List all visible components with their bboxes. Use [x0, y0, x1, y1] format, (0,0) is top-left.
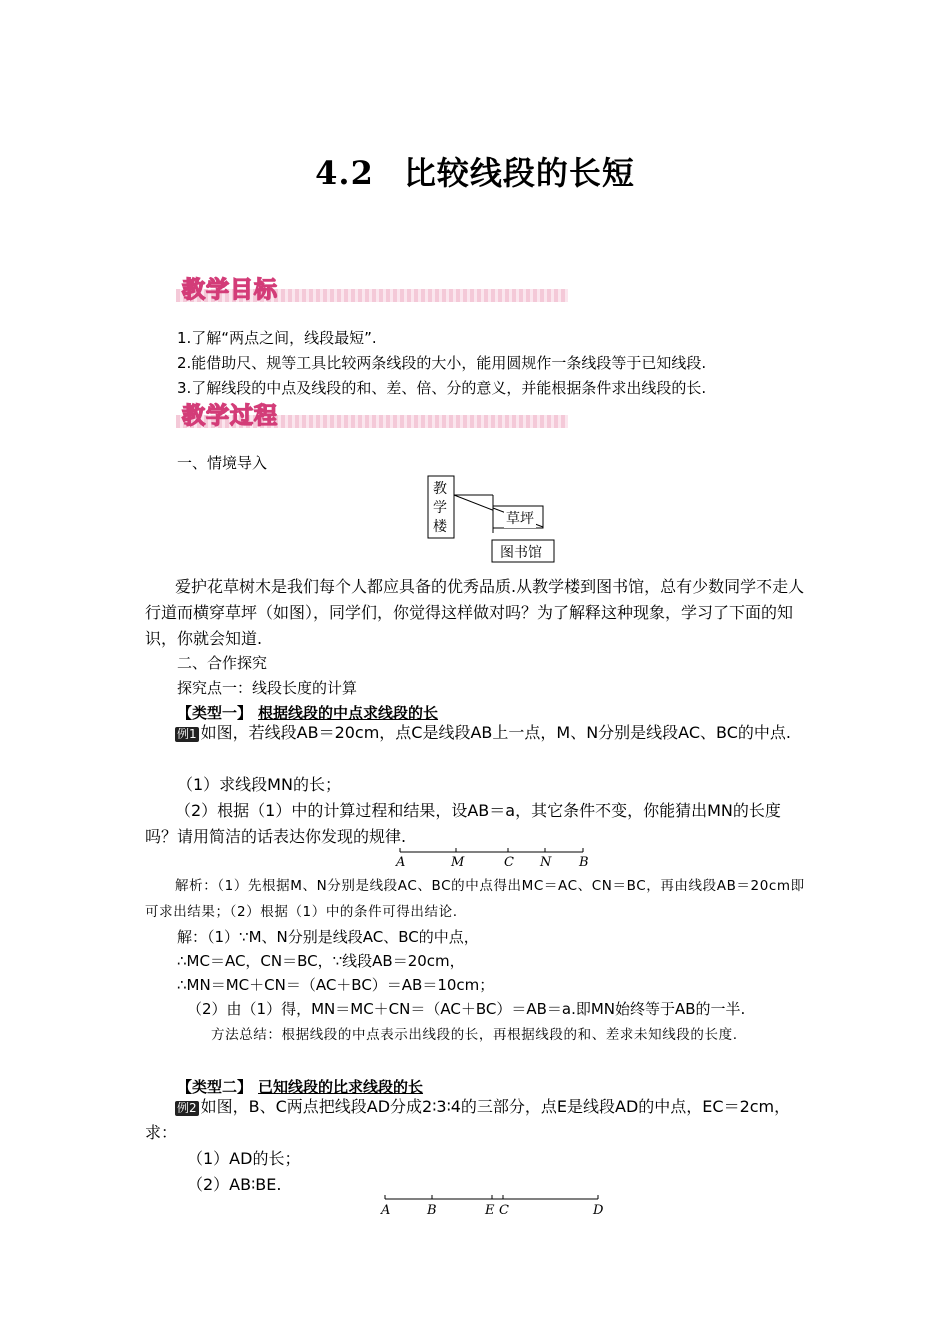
section-heading: 二、合作探究	[177, 654, 268, 672]
example-badge: 例2	[177, 1101, 197, 1115]
point-label: D	[593, 1203, 604, 1218]
question-2: （2）AB∶BE.	[187, 1175, 282, 1194]
type-tag: 【类型一】	[177, 704, 253, 722]
building-char: 学	[433, 500, 447, 516]
point-label: N	[540, 855, 552, 870]
segment-figure-1	[390, 844, 595, 872]
path-shortcut-line	[454, 495, 495, 511]
analysis: 解析：（1）先根据M、N分别是线段AC、BC的中点得出MC＝AC、CN＝BC，再由线段AB＝20cm即可求出结果；（2）根据（1）中的条件可得出结论.	[145, 878, 805, 920]
library-label: 图书馆	[500, 545, 542, 561]
example-1-stem	[145, 720, 807, 746]
grass-label: 草坪	[504, 508, 536, 528]
intro-paragraph: 爱护花草树木是我们每个人都应具备的优秀品质.从教学楼到图书馆，总有少数同学不走人行道而横穿草坪（如图），同学们，你觉得这样做对吗？为了解释这种现象，学习了下面的知识，你就会知道.	[145, 577, 805, 648]
question-1: （1）AD的长；	[187, 1149, 301, 1168]
solution-line: ∴MN＝MC＋CN＝（AC＋BC）＝AB＝10cm；	[177, 976, 495, 994]
type-title: 已知线段的比求线段的长	[258, 1078, 424, 1096]
point-label: A	[381, 1203, 391, 1218]
page-title	[0, 148, 950, 194]
section-heading: 一、情境导入	[177, 454, 268, 472]
section-number: 4.2	[315, 154, 374, 192]
banner-label: 教学目标	[182, 277, 278, 303]
building-label	[429, 480, 451, 537]
banner-teaching-goals	[176, 270, 568, 304]
solution-line: 解：（1）∵M、N分别是线段AC、BC的中点，	[177, 928, 479, 946]
example-text: 如图，若线段AB＝20cm，点C是线段AB上一点，M、N分别是线段AC、BC的中点.	[200, 723, 791, 742]
title-text: 比较线段的长短	[403, 154, 635, 192]
point-label: C	[499, 1203, 509, 1218]
exploration-point: 探究点一：线段长度的计算	[177, 679, 358, 697]
example-text: 如图，B、C两点把线段AD分成2∶3∶4的三部分，点E是线段AD的中点，EC＝2cm，求：	[145, 1097, 791, 1142]
type-title: 根据线段的中点求线段的长	[258, 704, 439, 722]
goal-3: 3.了解线段的中点及线段的和、差、倍、分的意义，并能根据条件求出线段的长.	[177, 379, 707, 397]
point-label: E	[485, 1203, 495, 1218]
type-tag: 【类型二】	[177, 1078, 253, 1096]
goal-2: 2.能借助尺、规等工具比较两条线段的大小，能用圆规作一条线段等于已知线段.	[177, 354, 707, 372]
example-badge: 例1	[177, 727, 197, 741]
example-2-stem	[145, 1094, 807, 1146]
point-label: B	[427, 1203, 437, 1218]
segment-figure-2	[375, 1190, 610, 1220]
question-2: （2）根据（1）中的计算过程和结果，设AB＝a，其它条件不变，你能猜出MN的长度吗？请用简洁的话表达你发现的规律.	[145, 801, 781, 846]
point-label: A	[396, 855, 406, 870]
point-label: B	[579, 855, 589, 870]
solution-line: （2）由（1）得，MN＝MC＋CN＝（AC＋BC）＝AB＝a.即MN始终等于AB的一半.	[187, 1000, 746, 1018]
goal-1: 1.了解“两点之间，线段最短”.	[177, 329, 377, 347]
building-char: 楼	[433, 519, 447, 535]
building-char: 教	[433, 481, 447, 497]
method-summary: 方法总结：根据线段的中点表示出线段的长，再根据线段的和、差求未知线段的长度.	[211, 1027, 738, 1043]
point-label: C	[504, 855, 514, 870]
banner-teaching-process	[176, 396, 568, 430]
banner-label: 教学过程	[182, 403, 278, 429]
point-label: M	[451, 855, 465, 870]
solution-line: ∴MC＝AC，CN＝BC，∵线段AB＝20cm，	[177, 952, 465, 970]
question-1: （1）求线段MN的长；	[177, 775, 341, 794]
